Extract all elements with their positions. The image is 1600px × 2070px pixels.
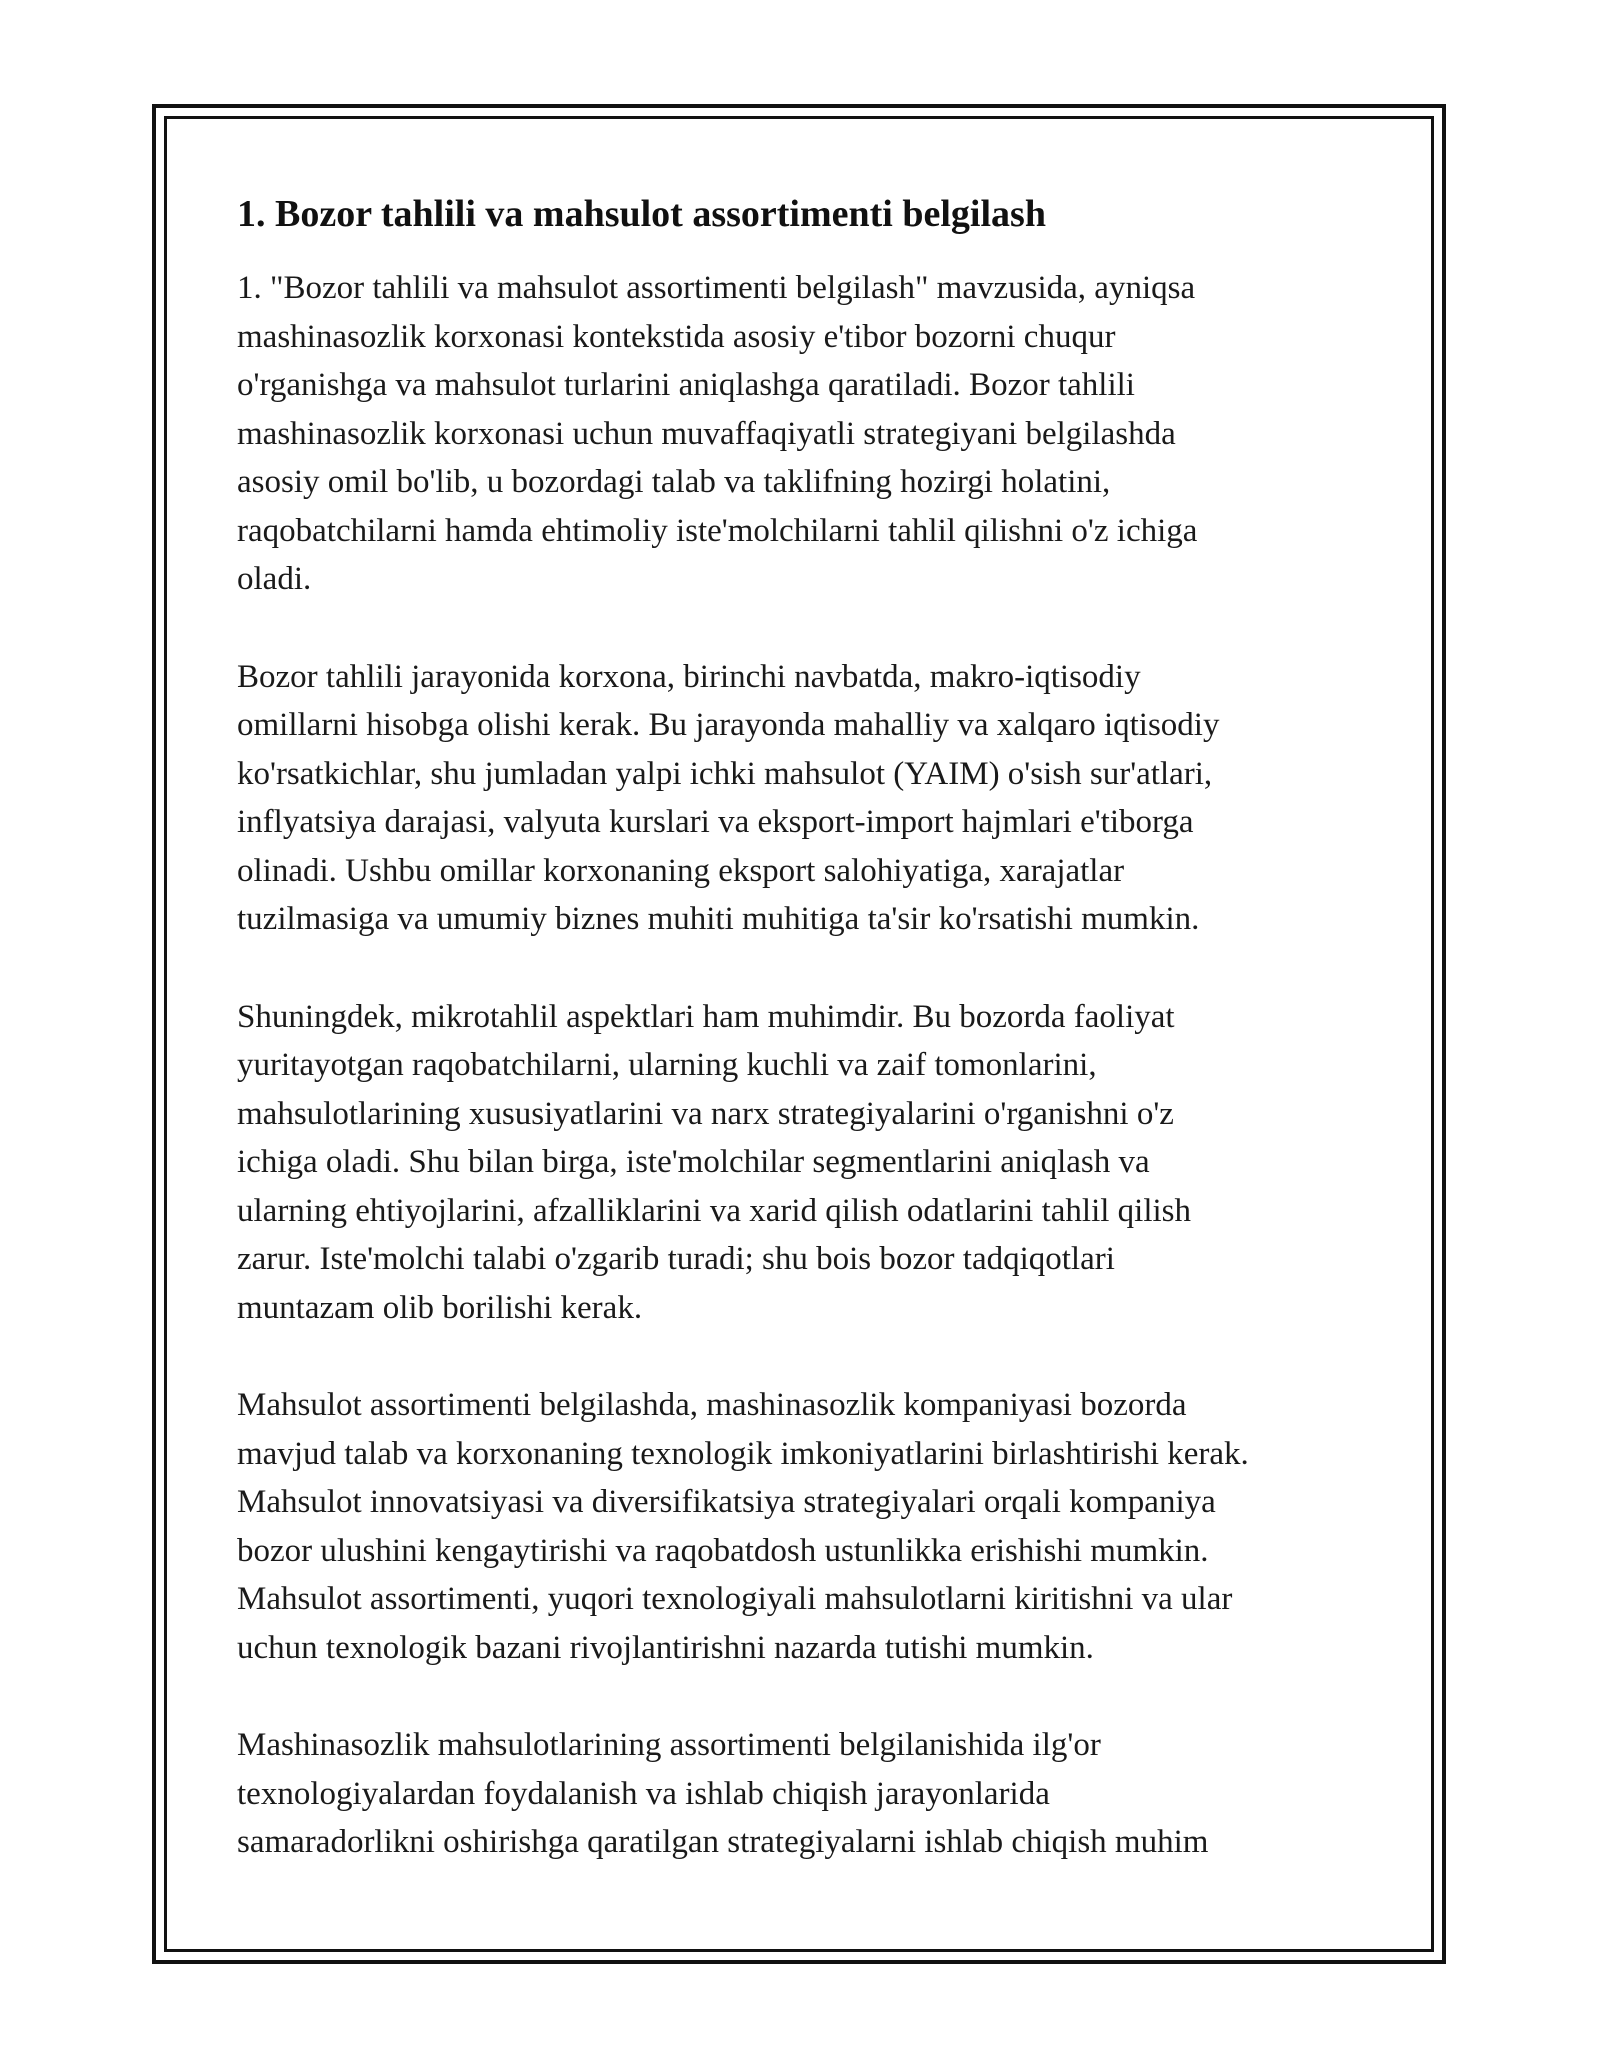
- paragraph-line: ko'rsatkichlar, shu jumladan yalpi ichki mahsulot (YAIM) o'sish sur'atlari,: [237, 755, 1213, 792]
- paragraph-line: Mahsulot assortimenti belgilashda, mashinasozlik kompaniyasi bozorda: [237, 1387, 1187, 1423]
- paragraph-line: texnologiyalardan foydalanish va ishlab chiqish jarayonlarida: [237, 1775, 1050, 1812]
- paragraph-line: mahsulotlarining xususiyatlarini va narx strategiyalarini o'rganishni o'z: [237, 1095, 1174, 1132]
- paragraph-line: olinadi. Ushbu omillar korxonaning eksport salohiyatiga, xarajatlar: [237, 852, 1125, 889]
- paragraph-line: Mashinasozlik mahsulotlarining assortimenti belgilanishida ilg'or: [237, 1727, 1101, 1763]
- paragraph-line: oladi.: [237, 561, 312, 597]
- document-body: [237, 190, 1372, 1916]
- paragraph-line: yuritayotgan raqobatchilarni, ularning kuchli va zaif tomonlarini,: [237, 1047, 1097, 1083]
- paragraph-line: ularning ehtiyojlarini, afzalliklarini va xarid qilish odatlarini tahlil qilish: [237, 1192, 1192, 1229]
- paragraph-line: zarur. Iste'molchi talabi o'zgarib turadi; shu bois bozor tadqiqotlari: [237, 1241, 1115, 1277]
- paragraph: [237, 1721, 1372, 1867]
- paragraph-list: [237, 264, 1372, 1867]
- paragraph-line: samaradorlikni oshirishga qaratilgan strategiyalarni ishlab chiqish muhim: [237, 1824, 1209, 1860]
- paragraph-line: o'rganishga va mahsulot turlarini aniqlashga qaratiladi. Bozor tahlili: [237, 367, 1135, 403]
- paragraph: [237, 653, 1372, 944]
- paragraph-line: Bozor tahlili jarayonida korxona, birinchi navbatda, makro-iqtisodiy: [237, 658, 1141, 695]
- paragraph-line: mavjud talab va korxonaning texnologik imkoniyatlarini birlashtirishi kerak.: [237, 1435, 1249, 1472]
- paragraph-line: asosiy omil bo'lib, u bozordagi talab va taklifning hozirgi holatini,: [237, 464, 1111, 500]
- paragraph: [237, 264, 1372, 604]
- paragraph-line: Shuningdek, mikrotahlil aspektlari ham muhimdir. Bu bozorda faoliyat: [237, 998, 1175, 1035]
- paragraph-line: raqobatchilarni hamda ehtimoliy iste'molchilarni tahlil qilishni o'z ichiga: [237, 512, 1198, 549]
- paragraph-line: Mahsulot innovatsiyasi va diversifikatsiya strategiyalari orqali kompaniya: [237, 1484, 1216, 1520]
- paragraph-line: uchun texnologik bazani rivojlantirishni nazarda tutishi mumkin.: [237, 1629, 1094, 1666]
- section-heading: 1. Bozor tahlili va mahsulot assortimenti belgilash: [237, 193, 1046, 235]
- paragraph: [237, 993, 1372, 1333]
- paragraph-line: ichiga oladi. Shu bilan birga, iste'molchilar segmentlarini aniqlash va: [237, 1144, 1150, 1180]
- paragraph-line: omillarni hisobga olishi kerak. Bu jarayonda mahalliy va xalqaro iqtisodiy: [237, 707, 1220, 743]
- paragraph-line: mashinasozlik korxonasi uchun muvaffaqiyatli strategiyani belgilashda: [237, 415, 1176, 452]
- paragraph-line: bozor ulushini kengaytirishi va raqobatdosh ustunlikka erishishi mumkin.: [237, 1532, 1209, 1569]
- paragraph-line: Mahsulot assortimenti, yuqori texnologiyali mahsulotlarni kiritishni va ular: [237, 1581, 1233, 1617]
- paragraph-line: tuzilmasiga va umumiy biznes muhiti muhitiga ta'sir ko'rsatishi mumkin.: [237, 901, 1200, 937]
- paragraph-line: inflyatsiya darajasi, valyuta kurslari va eksport-import hajmlari e'tiborga: [237, 804, 1194, 840]
- paragraph: [237, 1381, 1372, 1672]
- paragraph-line: 1. "Bozor tahlili va mahsulot assortimenti belgilash" mavzusida, ayniqsa: [237, 270, 1196, 306]
- paragraph-line: muntazam olib borilishi kerak.: [237, 1289, 643, 1326]
- paragraph-line: mashinasozlik korxonasi kontekstida asosiy e'tibor bozorni chuqur: [237, 318, 1116, 355]
